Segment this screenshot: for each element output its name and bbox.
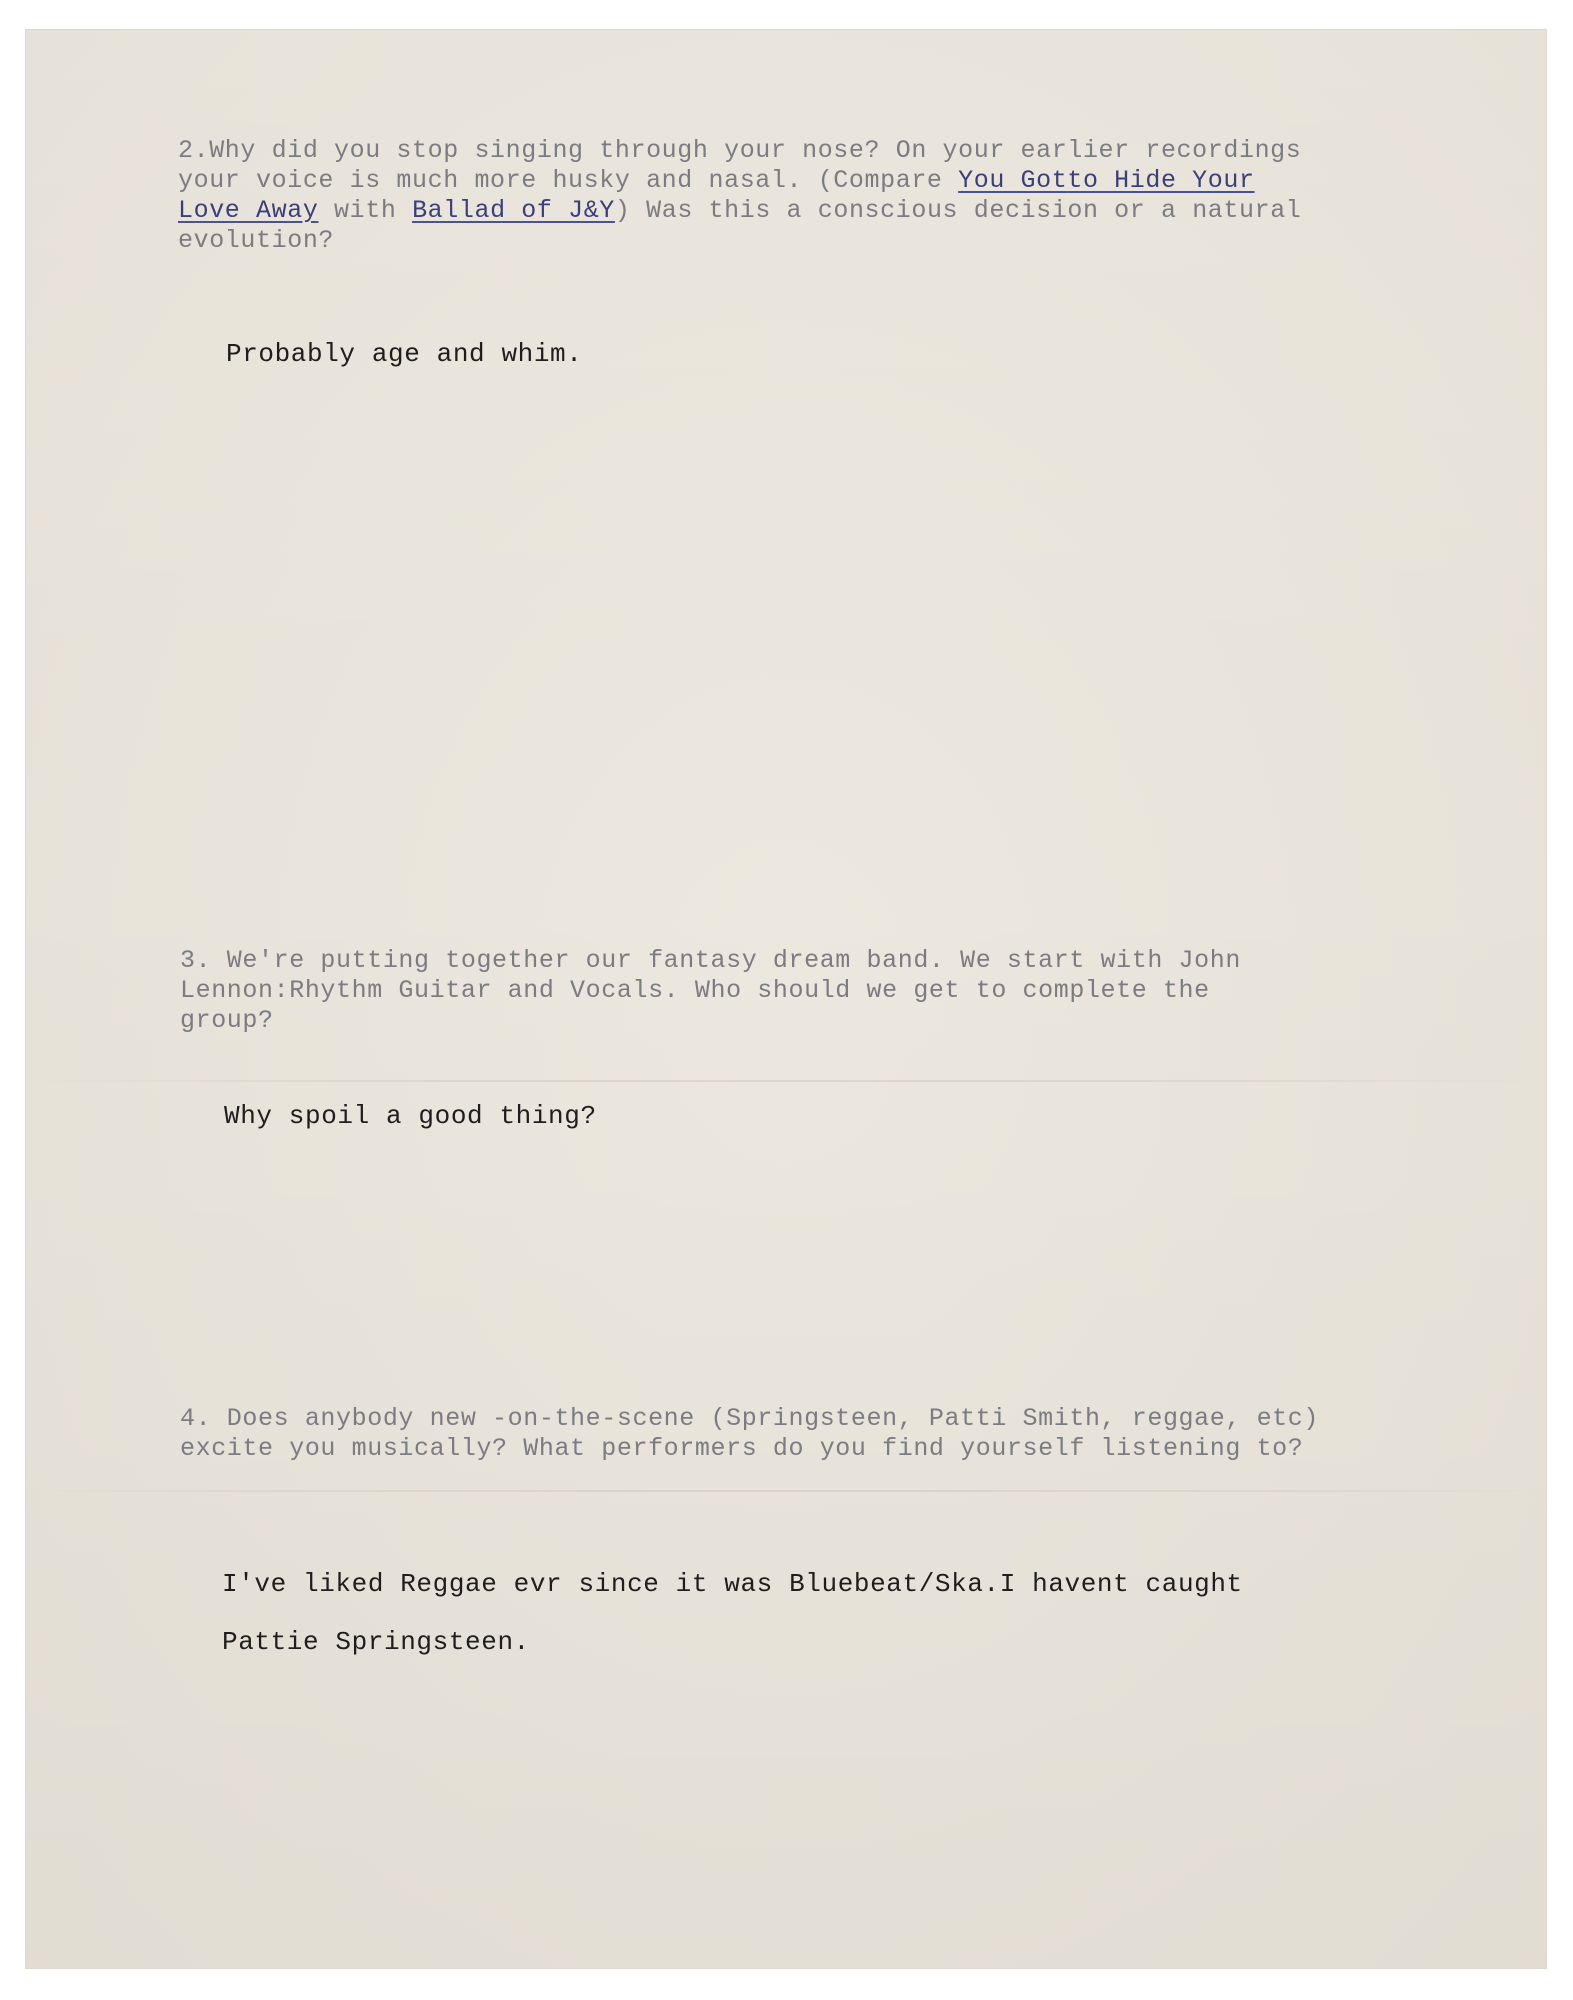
question-4-line-2: excite you musically? What performers do you find yourself listening to?: [180, 1434, 1304, 1463]
song-title-underlined: You Got: [958, 166, 1068, 195]
answer-2: Probably age and whim.: [226, 339, 583, 369]
question-2-line-2: [178, 166, 1255, 195]
question-4: [180, 1404, 1319, 1464]
question-3-line-2: Lennon:Rhythm Guitar and Vocals. Who should we get to complete the: [180, 976, 1210, 1005]
question-2-line-3: [178, 196, 1301, 225]
question-4-line-1: 4. Does anybody new -on-the-scene (Springsteen, Patti Smith, reggae, etc): [180, 1404, 1319, 1433]
question-2-line-4: evolution?: [178, 226, 335, 255]
question-2-line-3-text: with: [318, 196, 413, 225]
answer-3: Why spoil a good thing?: [224, 1101, 597, 1131]
question-3-line-1: 3. We're putting together our fantasy dream band. We start with John: [180, 946, 1241, 975]
question-2-line-1: 2.Why did you stop singing through your nose? On your earlier recordings: [178, 136, 1302, 165]
question-3: [180, 946, 1241, 1036]
question-2-line-2-text: your voice is much more husky and nasal. (Compare: [178, 166, 959, 195]
answer-4-line-1: I've liked Reggae evr since it was Bluebeat/Ska.I havent caught: [222, 1569, 1243, 1599]
paper-fold-line: [26, 1080, 1546, 1082]
song-title-underlined: to Hide Your: [1067, 166, 1255, 195]
paper-fold-line: [26, 1490, 1546, 1492]
question-2: [178, 136, 1301, 256]
question-2-line-3-text: ) Was this a conscious decision or a natural: [614, 196, 1302, 225]
question-3-line-3: group?: [180, 1006, 274, 1035]
answer-4-line-2: Pattie Springsteen.: [222, 1627, 530, 1657]
song-title-underlined: Ballad of J&Y: [412, 196, 615, 225]
song-title-underlined: Love Away: [178, 196, 319, 225]
